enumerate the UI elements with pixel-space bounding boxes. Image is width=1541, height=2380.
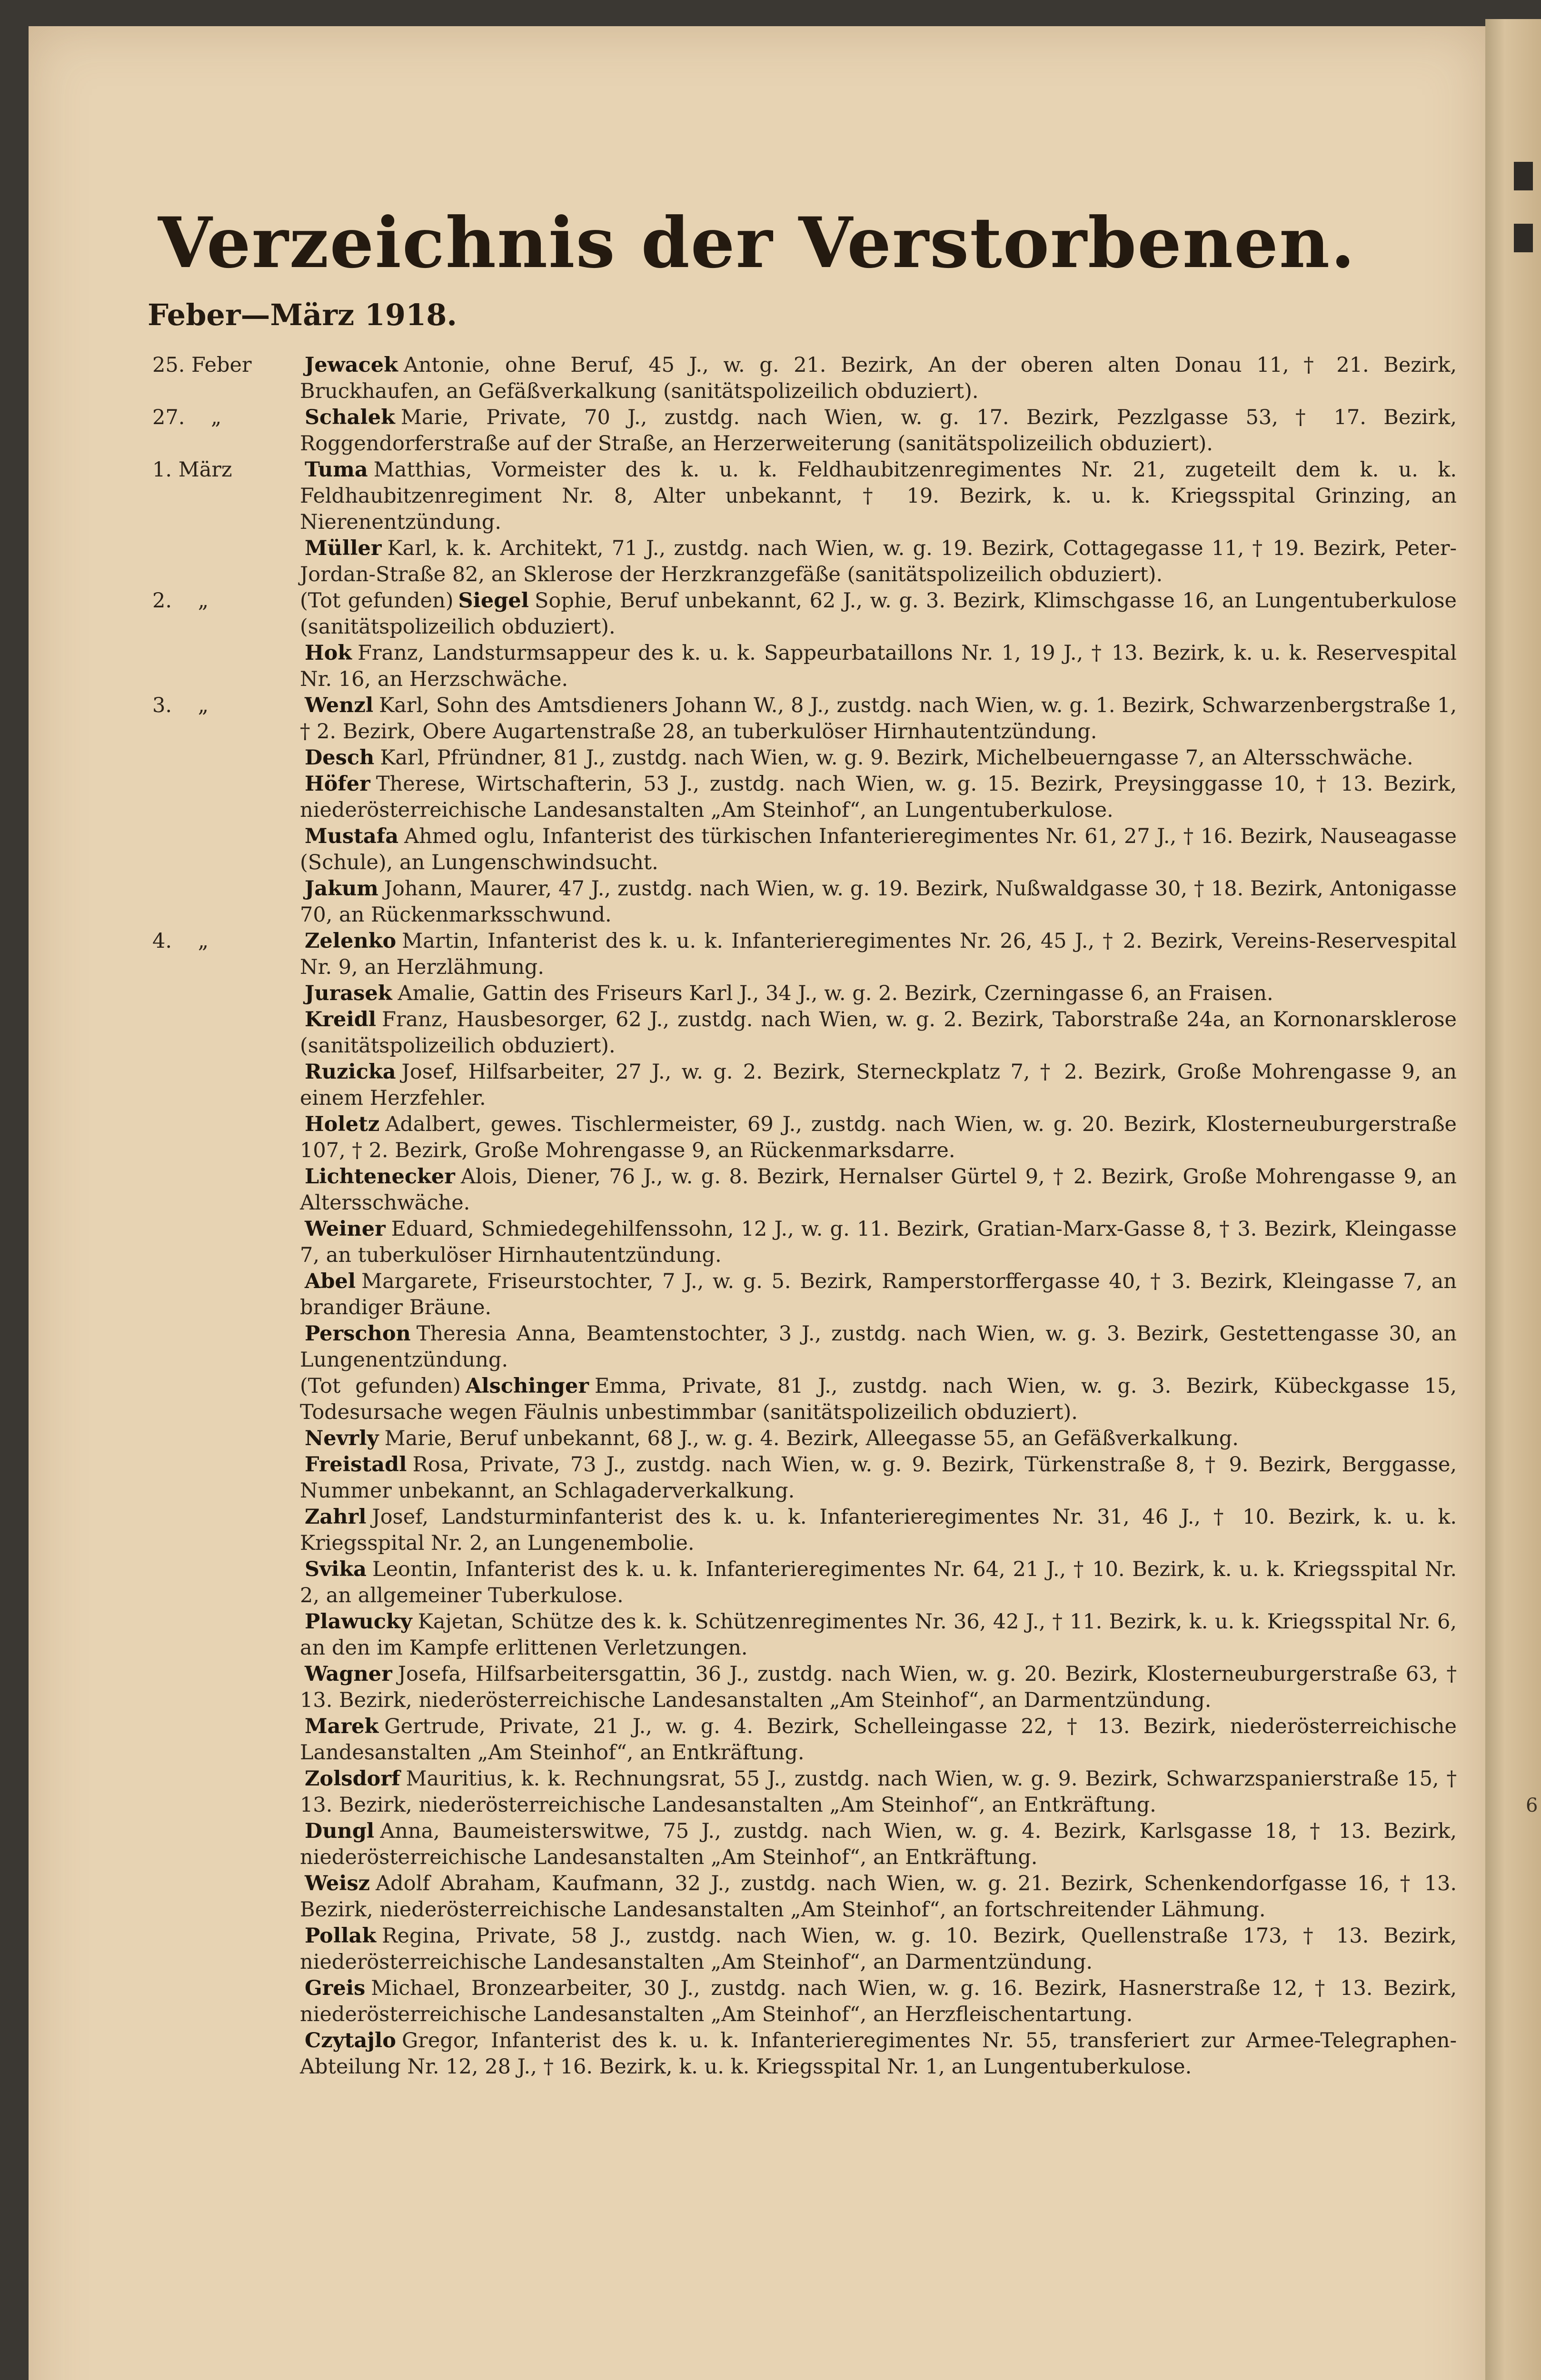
deceased-surname: Nevrly bbox=[305, 1427, 379, 1450]
entry-date bbox=[143, 1661, 300, 1714]
deceased-surname: Alschinger bbox=[465, 1374, 589, 1398]
entry-details: Eduard, Schmiedegehilfenssohn, 12 J., w. g. 11. Bezirk, Gratian-Marx-Gasse 8, † 3. Bezirk, Kleingasse 7, an tuberkulöser Hirnhautentzündung. bbox=[300, 1217, 1457, 1267]
entry-body bbox=[300, 1373, 1457, 1426]
entry-date bbox=[143, 1452, 300, 1504]
death-entry bbox=[143, 640, 1457, 693]
period-subtitle: Feber—März 1918. bbox=[148, 298, 457, 332]
deceased-surname: Höfer bbox=[305, 772, 370, 796]
entry-date bbox=[143, 981, 300, 1007]
deceased-surname: Marek bbox=[305, 1715, 379, 1738]
entry-details: Anna, Baumeisterswitwe, 75 J., zustdg. nach Wien, w. g. 4. Bezirk, Karlsgasse 18, † 13. Bezirk, niederösterreichische Landesanstalten „Am Steinhof“, an Entkräftung. bbox=[300, 1819, 1457, 1869]
deceased-surname: Wagner bbox=[305, 1662, 392, 1686]
death-entry bbox=[143, 1111, 1457, 1164]
death-entry bbox=[143, 1975, 1457, 2028]
death-entry bbox=[143, 823, 1457, 876]
entry-details: Rosa, Private, 73 J., zustdg. nach Wien, w. g. 9. Bezirk, Türkenstraße 8, † 9. Bezirk, Berggasse, Nummer unbekannt, an Schlagaderverkalkung. bbox=[300, 1453, 1457, 1503]
entry-details: Adalbert, gewes. Tischlermeister, 69 J., zustdg. nach Wien, w. g. 20. Bezirk, Klosterneuburgerstraße 107, † 2. Bezirk, Große Mohrengasse 9, an Rückenmarksdarre. bbox=[300, 1112, 1457, 1162]
entry-body bbox=[300, 928, 1457, 981]
entry-body bbox=[300, 876, 1457, 928]
deceased-surname: Weisz bbox=[305, 1872, 370, 1895]
entry-date: 1. März bbox=[152, 458, 232, 482]
entry-date bbox=[143, 1923, 300, 1975]
entry-body bbox=[300, 1975, 1457, 2028]
entry-details: Franz, Landsturmsappeur des k. u. k. Sappeurbataillons Nr. 1, 19 J., † 13. Bezirk, k. u. k. Reservespital Nr. 16, an Herzschwäche. bbox=[300, 641, 1457, 691]
entry-details: Franz, Hausbesorger, 62 J., zustdg. nach Wien, w. g. 2. Bezirk, Taborstraße 24a, an Kornonarsklerose (sanitätspolizeilich obduziert). bbox=[300, 1008, 1457, 1058]
death-entry bbox=[143, 1269, 1457, 1321]
deceased-surname: Lichtenecker bbox=[305, 1165, 455, 1189]
deceased-surname: Weiner bbox=[305, 1217, 386, 1241]
entry-body bbox=[300, 536, 1457, 588]
entry-date bbox=[143, 1426, 300, 1452]
deceased-surname: Abel bbox=[305, 1269, 356, 1293]
entry-body bbox=[300, 1007, 1457, 1059]
entry-body bbox=[300, 1661, 1457, 1714]
entry-body bbox=[300, 1714, 1457, 1766]
entry-body bbox=[300, 771, 1457, 823]
entry-details: Sophie, Beruf unbekannt, 62 J., w. g. 3. Bezirk, Klimschgasse 16, an Lungentuberkulose (sanitätspolizeilich obduziert). bbox=[300, 589, 1457, 639]
entry-body bbox=[300, 981, 1457, 1007]
death-entry bbox=[143, 771, 1457, 823]
entry-details: Josef, Hilfsarbeiter, 27 J., w. g. 2. Bezirk, Sterneckplatz 7, † 2. Bezirk, Große Mohrengasse 9, an einem Herzfehler. bbox=[300, 1060, 1457, 1110]
death-entry bbox=[143, 1007, 1457, 1059]
death-entry bbox=[143, 876, 1457, 928]
death-entry bbox=[143, 1923, 1457, 1975]
death-entry bbox=[143, 693, 1457, 745]
death-entry bbox=[143, 1216, 1457, 1269]
margin-page-mark: 6 bbox=[1526, 1795, 1538, 1816]
entry-details: Martin, Infanterist des k. u. k. Infanterieregimentes Nr. 26, 45 J., † 2. Bezirk, Vereins-Reservespital Nr. 9, an Herzlähmung. bbox=[300, 929, 1457, 979]
entry-date bbox=[143, 876, 300, 928]
death-entry bbox=[143, 1609, 1457, 1661]
entry-body bbox=[300, 1111, 1457, 1164]
entry-body bbox=[300, 1766, 1457, 1818]
entry-details: Mauritius, k. k. Rechnungsrat, 55 J., zustdg. nach Wien, w. g. 9. Bezirk, Schwarzspanierstraße 15, † 13. Bezirk, niederösterreichische Landesanstalten „Am Steinhof“, an Entkräftung. bbox=[300, 1767, 1457, 1817]
deceased-surname: Holetz bbox=[305, 1112, 380, 1136]
deceased-surname: Dungl bbox=[305, 1819, 375, 1843]
entry-date bbox=[143, 1269, 300, 1321]
entry-date bbox=[143, 823, 300, 876]
entry-details: Kajetan, Schütze des k. k. Schützenregimentes Nr. 36, 42 J., † 11. Bezirk, k. u. k. Kriegsspital Nr. 6, an den im Kampfe erlittenen Verletzungen. bbox=[300, 1610, 1457, 1660]
entry-date: 2. „ bbox=[152, 589, 209, 613]
death-entry bbox=[143, 928, 1457, 981]
death-entry bbox=[143, 1714, 1457, 1766]
entry-date bbox=[143, 1766, 300, 1818]
entry-body bbox=[300, 1164, 1457, 1216]
binding-clip bbox=[1514, 162, 1533, 190]
entry-date bbox=[143, 771, 300, 823]
entry-details: Alois, Diener, 76 J., w. g. 8. Bezirk, Hernalser Gürtel 9, † 2. Bezirk, Große Mohrengasse 9, an Altersschwäche. bbox=[300, 1165, 1457, 1215]
death-entry bbox=[143, 1871, 1457, 1923]
entry-body bbox=[300, 352, 1457, 405]
entry-details: Margarete, Friseurstochter, 7 J., w. g. 5. Bezirk, Ramperstorffergasse 40, † 3. Bezirk, Kleingasse 7, an brandiger Bräune. bbox=[300, 1269, 1457, 1319]
entry-note: (Tot gefunden) bbox=[300, 589, 454, 613]
death-entry bbox=[143, 457, 1457, 536]
deceased-surname: Jewacek bbox=[305, 353, 398, 377]
death-entry bbox=[143, 1373, 1457, 1426]
deceased-surname: Pollak bbox=[305, 1924, 377, 1948]
entry-body bbox=[300, 1059, 1457, 1111]
entry-details: Regina, Private, 58 J., zustdg. nach Wien, w. g. 10. Bezirk, Quellenstraße 173, † 13. Bezirk, niederösterreichische Landesanstalten „Am Steinhof“, an Darmentzündung. bbox=[300, 1924, 1457, 1974]
entry-details: Emma, Private, 81 J., zustdg. nach Wien, w. g. 3. Bezirk, Kübeckgasse 15, Todesursache wegen Fäulnis unbestimmbar (sanitätspolizeilich obduziert). bbox=[300, 1374, 1457, 1424]
entry-body bbox=[300, 1269, 1457, 1321]
entry-details: Adolf Abraham, Kaufmann, 32 J., zustdg. nach Wien, w. g. 21. Bezirk, Schenkendorfgasse 16, † 13. Bezirk, niederösterreichische Landesanstalten „Am Steinhof“, an fortschreitender Lähmung. bbox=[300, 1872, 1457, 1922]
entry-details: Michael, Bronzearbeiter, 30 J., zustdg. nach Wien, w. g. 16. Bezirk, Hasnerstraße 12, † 13. Bezirk, niederösterreichische Landesanstalten „Am Steinhof“, an Herzfleischentartung. bbox=[300, 1976, 1457, 2026]
entry-date bbox=[143, 1714, 300, 1766]
entry-details: Matthias, Vormeister des k. u. k. Feldhaubitzenregimentes Nr. 21, zugeteilt dem k. u. k. Feldhaubitzenregiment Nr. 8, Alter unbekannt, † 19. Bezirk, k. u. k. Kriegsspital Grinzing, an Nierenentzündung. bbox=[300, 458, 1457, 534]
entry-body bbox=[300, 1557, 1457, 1609]
deceased-surname: Mustafa bbox=[305, 824, 399, 848]
deceased-surname: Plawucky bbox=[305, 1610, 412, 1634]
deceased-surname: Hok bbox=[305, 641, 352, 665]
entry-details: Amalie, Gattin des Friseurs Karl J., 34 J., w. g. 2. Bezirk, Czerningasse 6, an Fraisen. bbox=[398, 982, 1273, 1005]
deceased-surname: Zolsdorf bbox=[305, 1767, 400, 1791]
page-title: Verzeichnis der Verstorbenen. bbox=[158, 202, 1356, 284]
entry-date bbox=[143, 1216, 300, 1269]
entry-date bbox=[143, 536, 300, 588]
deceased-surname: Jakum bbox=[305, 877, 378, 901]
entry-date: 3. „ bbox=[152, 694, 209, 717]
death-entry bbox=[143, 1426, 1457, 1452]
entry-body bbox=[300, 2028, 1457, 2080]
deceased-surname: Perschon bbox=[305, 1322, 411, 1346]
entry-date bbox=[143, 1164, 300, 1216]
entry-date bbox=[143, 1975, 300, 2028]
entry-body bbox=[300, 588, 1457, 640]
deceased-surname: Ruzicka bbox=[305, 1060, 396, 1084]
death-entry bbox=[143, 1818, 1457, 1871]
deceased-surname: Tuma bbox=[305, 458, 368, 482]
entry-details: Josef, Landsturminfanterist des k. u. k. Infanterieregimentes Nr. 31, 46 J., † 10. Bezirk, k. u. k. Kriegsspital Nr. 2, an Lungenembolie. bbox=[300, 1505, 1457, 1555]
deceased-surname: Müller bbox=[305, 536, 382, 560]
entry-date bbox=[143, 745, 300, 771]
deceased-surname: Greis bbox=[305, 1976, 366, 2000]
death-entry bbox=[143, 1452, 1457, 1504]
entry-details: Gertrude, Private, 21 J., w. g. 4. Bezirk, Schelleingasse 22, † 13. Bezirk, niederösterreichische Landesanstalten „Am Steinhof“, an Entkräftung. bbox=[300, 1715, 1457, 1765]
deceased-surname: Desch bbox=[305, 746, 375, 770]
death-entry bbox=[143, 1766, 1457, 1818]
entry-date bbox=[143, 1871, 300, 1923]
entry-details: Josefa, Hilfsarbeitersgattin, 36 J., zustdg. nach Wien, w. g. 20. Bezirk, Klosterneuburgerstraße 63, † 13. Bezirk, niederösterreichische Landesanstalten „Am Steinhof“, an Darmentzündung. bbox=[300, 1662, 1457, 1712]
deceased-surname: Siegel bbox=[458, 589, 529, 613]
entry-details: Therese, Wirtschafterin, 53 J., zustdg. nach Wien, w. g. 15. Bezirk, Preysinggasse 10, † 13. Bezirk, niederösterreichische Landesanstalten „Am Steinhof“, an Lungentuberkulose. bbox=[300, 772, 1457, 822]
entry-date: 4. „ bbox=[152, 929, 209, 953]
death-entry bbox=[143, 745, 1457, 771]
entry-details: Theresia Anna, Beamtenstochter, 3 J., zustdg. nach Wien, w. g. 3. Bezirk, Gestettengasse 30, an Lungenentzündung. bbox=[300, 1322, 1457, 1372]
entry-body bbox=[300, 1321, 1457, 1373]
entry-date bbox=[143, 1321, 300, 1373]
entry-body bbox=[300, 1818, 1457, 1871]
entry-date bbox=[143, 1007, 300, 1059]
death-entry bbox=[143, 1164, 1457, 1216]
entry-details: Johann, Maurer, 47 J., zustdg. nach Wien, w. g. 19. Bezirk, Nußwaldgasse 30, † 18. Bezirk, Antonigasse 70, an Rückenmarksschwund. bbox=[300, 877, 1457, 927]
entry-note: (Tot gefunden) bbox=[300, 1374, 461, 1398]
death-entry bbox=[143, 588, 1457, 640]
entry-date bbox=[143, 1504, 300, 1557]
entry-body bbox=[300, 457, 1457, 536]
entry-details: Marie, Beruf unbekannt, 68 J., w. g. 4. Bezirk, Alleegasse 55, an Gefäßverkalkung. bbox=[384, 1427, 1239, 1450]
entry-date: 25. Feber bbox=[152, 353, 252, 377]
entry-details: Karl, Sohn des Amtsdieners Johann W., 8 J., zustdg. nach Wien, w. g. 1. Bezirk, Schwarzenbergstraße 1, † 2. Bezirk, Obere Augartenstraße 28, an tuberkulöser Hirnhautentzündung. bbox=[300, 694, 1457, 744]
entry-date bbox=[143, 1557, 300, 1609]
entry-body bbox=[300, 640, 1457, 693]
document-page bbox=[29, 26, 1485, 2380]
entry-body bbox=[300, 823, 1457, 876]
death-entry bbox=[143, 405, 1457, 457]
entry-body bbox=[300, 1871, 1457, 1923]
adjacent-page-edge bbox=[1485, 19, 1541, 2380]
entry-list bbox=[143, 352, 1457, 2080]
deceased-surname: Schalek bbox=[305, 406, 395, 429]
death-entry bbox=[143, 1661, 1457, 1714]
deceased-surname: Czytajlo bbox=[305, 2029, 396, 2053]
entry-body bbox=[300, 1504, 1457, 1557]
entry-date bbox=[143, 1609, 300, 1661]
deceased-surname: Wenzl bbox=[305, 694, 374, 717]
entry-body bbox=[300, 693, 1457, 745]
entry-date: 27. „ bbox=[152, 406, 222, 429]
entry-body bbox=[300, 745, 1457, 771]
entry-body bbox=[300, 1426, 1457, 1452]
death-entry bbox=[143, 1504, 1457, 1557]
entry-date bbox=[143, 2028, 300, 2080]
entry-details: Ahmed oglu, Infanterist des türkischen Infanterieregimentes Nr. 61, 27 J., † 16. Bezirk, Nauseagasse (Schule), an Lungenschwindsucht. bbox=[300, 824, 1457, 874]
death-entry bbox=[143, 981, 1457, 1007]
deceased-surname: Freistadl bbox=[305, 1453, 407, 1477]
entry-date bbox=[143, 1818, 300, 1871]
death-entry bbox=[143, 1321, 1457, 1373]
entry-details: Antonie, ohne Beruf, 45 J., w. g. 21. Bezirk, An der oberen alten Donau 11, † 21. Bezirk, Bruckhaufen, an Gefäßverkalkung (sanitätspolizeilich obduziert). bbox=[300, 353, 1457, 403]
entry-details: Marie, Private, 70 J., zustdg. nach Wien, w. g. 17. Bezirk, Pezzlgasse 53, † 17. Bezirk, Roggendorferstraße auf der Straße, an Herzerweiterung (sanitätspolizeilich obduziert). bbox=[300, 406, 1457, 456]
death-entry bbox=[143, 1059, 1457, 1111]
entry-details: Leontin, Infanterist des k. u. k. Infanterieregimentes Nr. 64, 21 J., † 10. Bezirk, k. u. k. Kriegsspital Nr. 2, an allgemeiner Tuberkulose. bbox=[300, 1557, 1457, 1607]
deceased-surname: Zahrl bbox=[305, 1505, 367, 1529]
death-entry bbox=[143, 2028, 1457, 2080]
entry-body bbox=[300, 1452, 1457, 1504]
entry-details: Gregor, Infanterist des k. u. k. Infanterieregimentes Nr. 55, transferiert zur Armee-Telegraphen-Abteilung Nr. 12, 28 J., † 16. Bezirk, k. u. k. Kriegsspital Nr. 1, an Lungentuberkulose. bbox=[300, 2029, 1457, 2079]
death-entry bbox=[143, 352, 1457, 405]
deceased-surname: Svika bbox=[305, 1557, 367, 1581]
deceased-surname: Zelenko bbox=[305, 929, 397, 953]
binding-clip bbox=[1514, 224, 1533, 252]
entry-date bbox=[143, 1059, 300, 1111]
death-entry bbox=[143, 536, 1457, 588]
death-entry bbox=[143, 1557, 1457, 1609]
deceased-surname: Kreidl bbox=[305, 1008, 377, 1031]
entry-date bbox=[143, 1111, 300, 1164]
entry-date bbox=[143, 640, 300, 693]
entry-body bbox=[300, 1923, 1457, 1975]
entry-details: Karl, k. k. Architekt, 71 J., zustdg. nach Wien, w. g. 19. Bezirk, Cottagegasse 11, † 19. Bezirk, Peter-Jordan-Straße 82, an Sklerose der Herzkranzgefäße (sanitätspolizeilich obduziert). bbox=[300, 536, 1457, 586]
entry-body bbox=[300, 405, 1457, 457]
deceased-surname: Jurasek bbox=[305, 982, 392, 1005]
entry-body bbox=[300, 1609, 1457, 1661]
entry-date bbox=[143, 1373, 300, 1426]
entry-body bbox=[300, 1216, 1457, 1269]
entry-details: Karl, Pfründner, 81 J., zustdg. nach Wien, w. g. 9. Bezirk, Michelbeuerngasse 7, an Altersschwäche. bbox=[380, 746, 1413, 770]
